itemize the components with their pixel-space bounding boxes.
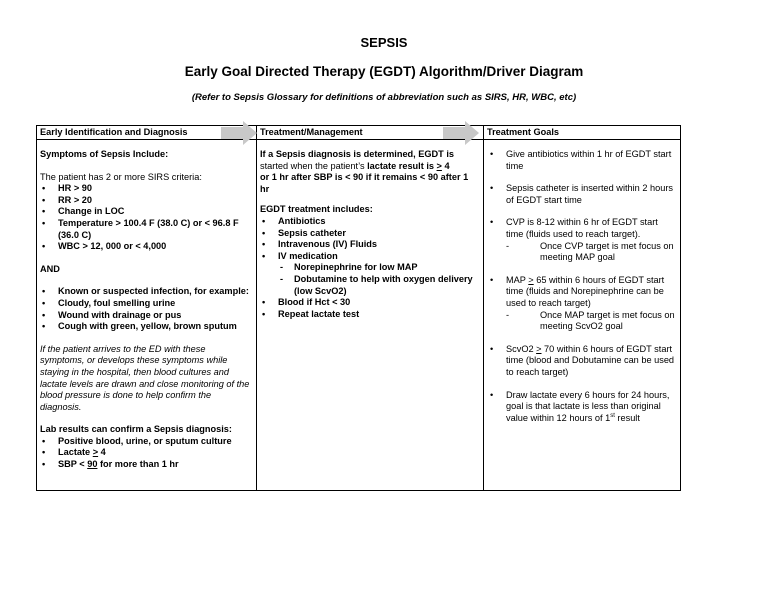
- list-item: [40, 447, 252, 459]
- column-header-identification: [37, 126, 256, 140]
- arrow-right-icon: [443, 121, 479, 145]
- list-item: • Known or suspected infection, for example:: [40, 286, 252, 298]
- list-item: • Cloudy, foul smelling urine: [40, 298, 252, 310]
- gte-symbol: >: [92, 447, 99, 458]
- lab-list: [40, 436, 252, 471]
- intro-lactate-value: 4: [441, 160, 450, 171]
- sub-list-item: - Once CVP target is met focus on meeting MAP goal: [506, 241, 676, 264]
- sirs-intro: The patient has 2 or more SIRS criteria:: [40, 171, 202, 182]
- document-heading: SEPSIS: [360, 35, 408, 50]
- goal-item: [487, 344, 676, 379]
- egdt-list: [260, 216, 479, 320]
- list-item: • RR > 20: [40, 195, 252, 207]
- goal-cvp-text: CVP is 8-12 within 6 hr of EGDT start time (fluids used to reach target).: [506, 217, 658, 239]
- column-treatment: [257, 126, 484, 490]
- goal-map-post: 65 within 6 hours of EGDT start time (fluids and Norepinephrine can be used to reach target): [506, 274, 665, 308]
- gte-symbol: >: [528, 274, 534, 285]
- column-header-label: Treatment Goals: [487, 127, 559, 137]
- treatment-intro-line2: [260, 161, 479, 173]
- list-item: • HR > 90: [40, 183, 252, 195]
- diagnosis-note: If the patient arrives to the ED with these symptoms, or develops these symptoms while staying in the hospital, then blood cultures and lactate levels are drawn and close monitoring of the blood pressure is done to help confirm the diagnosis.: [40, 343, 250, 412]
- list-item: • Temperature > 100.4 F (38.0 C) or < 96.8 F (36.0 C): [40, 218, 252, 241]
- goal-item: • Sepsis catheter is inserted within 2 hours of EGDT start time: [487, 183, 676, 206]
- list-item: • Repeat lactate test: [260, 309, 479, 321]
- treatment-intro-line3: or 1 hr after SBP is < 90 if it remains < 90 after 1 hr: [260, 172, 469, 194]
- intro-started-text: started when the patient’s: [260, 160, 368, 171]
- list-item: • Blood if Hct < 30: [260, 297, 479, 309]
- lab-sbp-num: 90: [87, 459, 98, 470]
- list-item: • Antibiotics: [260, 216, 479, 228]
- lab-sbp-pre: SBP <: [58, 459, 88, 470]
- gte-symbol: >: [536, 343, 542, 354]
- goal-cvp-sublist: [506, 241, 676, 264]
- column-header-goals: [484, 126, 680, 140]
- goal-scvo2-pre: ScvO2: [506, 343, 537, 354]
- column-header-treatment: [257, 126, 483, 140]
- and-label: AND: [40, 263, 60, 274]
- goal-lactate-pre: Draw lactate every 6 hours for 24 hours, goal is that lactate is less than original value within 12 hours of 1: [506, 389, 670, 423]
- arrow-right-icon: [221, 121, 257, 145]
- sub-list-item: - Dobutamine to help with oxygen delivery (low ScvO2): [260, 274, 479, 297]
- symptoms-title: Symptoms of Sepsis Include:: [40, 149, 169, 159]
- iv-medication-sublist: [260, 262, 479, 297]
- glossary-note: (Refer to Sepsis Glossary for definitions of abbreviation such as SIRS, HR, WBC, etc): [191, 92, 577, 103]
- sirs-list: [40, 183, 252, 253]
- treatment-intro-line1: If a Sepsis diagnosis is determined, EGDT is: [260, 149, 455, 159]
- gte-symbol: >: [436, 160, 442, 171]
- goal-item: • Give antibiotics within 1 hr of EGDT start time: [487, 149, 676, 172]
- lab-title: Lab results can confirm a Sepsis diagnosis:: [40, 424, 232, 435]
- intro-lactate-text: lactate result is: [367, 160, 437, 171]
- goal-map-pre: MAP: [506, 274, 529, 285]
- list-item: [40, 459, 252, 471]
- lab-sbp-post: for more than 1 hr: [97, 459, 179, 470]
- goal-lactate-post: result: [614, 412, 640, 423]
- list-item: • Change in LOC: [40, 206, 252, 218]
- goal-item: [487, 275, 676, 333]
- egdt-table: [36, 125, 681, 491]
- infection-list: [40, 286, 252, 332]
- goal-item: [487, 217, 676, 263]
- lab-lactate-pre: Lactate: [58, 447, 93, 458]
- goal-scvo2-post: 70 within 6 hours of EGDT start time (blood and Dobutamine can be used to reach target): [506, 343, 675, 377]
- list-item: • Cough with green, yellow, brown sputum: [40, 321, 252, 333]
- list-item: • Sepsis catheter: [260, 228, 479, 240]
- list-item: • Wound with drainage or pus: [40, 310, 252, 322]
- column-header-label: Treatment/Management: [260, 127, 363, 137]
- goal-item: [487, 390, 676, 425]
- ordinal-suffix: st: [610, 412, 615, 419]
- sub-list-item: - Once MAP target is met focus on meeting ScvO2 goal: [506, 310, 676, 333]
- list-item: • WBC > 12, 000 or < 4,000: [40, 241, 252, 253]
- egdt-title: EGDT treatment includes:: [260, 204, 373, 215]
- document-subtitle: Early Goal Directed Therapy (EGDT) Algorithm/Driver Diagram: [184, 64, 584, 79]
- column-goals: [484, 126, 680, 490]
- column-identification: [37, 126, 257, 490]
- iv-medication-label: IV medication: [278, 250, 338, 261]
- goals-list: [487, 149, 676, 424]
- lab-lactate-post: 4: [98, 447, 106, 458]
- column-header-label: Early Identification and Diagnosis: [40, 127, 188, 137]
- sub-list-item: - Norepinephrine for low MAP: [260, 262, 479, 274]
- list-item: [260, 251, 479, 297]
- list-item: • Positive blood, urine, or sputum culture: [40, 436, 252, 448]
- goal-map-sublist: [506, 310, 676, 333]
- list-item: • Intravenous (IV) Fluids: [260, 239, 479, 251]
